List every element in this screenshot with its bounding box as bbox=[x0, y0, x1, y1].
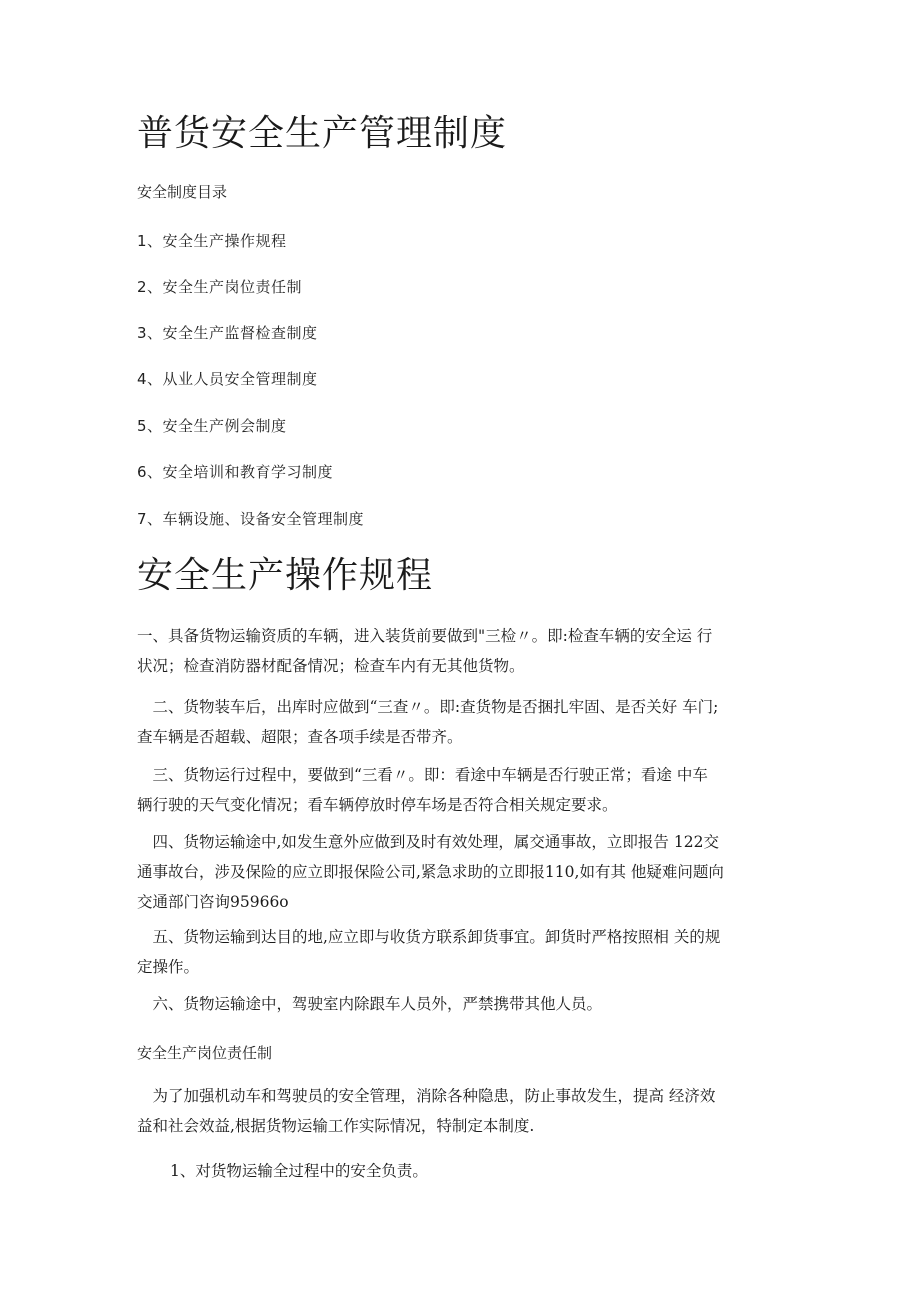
paragraph-5 bbox=[137, 922, 787, 982]
paragraph-4 bbox=[137, 827, 787, 917]
toc-item: 6、安全培训和教育学习制度 bbox=[137, 463, 334, 481]
paragraph-line: 六、货物运输途中，驾驶室内除跟车人员外，严禁携带其他人员。 bbox=[137, 995, 603, 1013]
paragraph-3 bbox=[137, 760, 787, 820]
paragraph-line: 定操作。 bbox=[137, 958, 200, 976]
toc-item: 1、安全生产操作规程 bbox=[137, 232, 287, 250]
toc-heading: 安全制度目录 bbox=[137, 183, 228, 201]
document-title: 普货安全生产管理制度 bbox=[137, 113, 508, 154]
paragraph-6 bbox=[137, 989, 787, 1019]
paragraph-line: 三、货物运行过程中，要做到“三看〃。即：看途中车辆是否行驶正常；看途 中车 bbox=[137, 766, 708, 784]
responsibility-item-1: 1、对货物运输全过程中的安全负责。 bbox=[170, 1162, 428, 1180]
paragraph-line: 为了加强机动车和驾驶员的安全管理，消除各种隐患，防止事故发生，提高 经济效 bbox=[137, 1087, 716, 1105]
section-heading-responsibility: 安全生产岗位责任制 bbox=[137, 1044, 273, 1062]
toc-item: 5、安全生产例会制度 bbox=[137, 417, 287, 435]
section-title-operating-rules: 安全生产操作规程 bbox=[137, 555, 434, 596]
toc-item: 4、从业人员安全管理制度 bbox=[137, 370, 318, 388]
paragraph-line: 四、货物运输途中,如发生意外应做到及时有效处理，属交通事故，立即报告 122交 bbox=[137, 833, 719, 851]
paragraph-line: 一、具备货物运输资质的车辆，进入装货前要做到"三检〃。即:检查车辆的安全运 行 bbox=[137, 627, 713, 645]
paragraph-line: 益和社会效益,根据货物运输工作实际情况，特制定本制度. bbox=[137, 1117, 535, 1135]
paragraph-line: 辆行驶的天气变化情况；看车辆停放时停车场是否符合相关规定要求。 bbox=[137, 796, 618, 814]
toc-item: 7、车辆设施、设备安全管理制度 bbox=[137, 510, 365, 528]
paragraph-line: 查车辆是否超载、超限；查各项手续是否带齐。 bbox=[137, 728, 463, 746]
toc-item: 3、安全生产监督检查制度 bbox=[137, 324, 318, 342]
paragraph-line: 二、货物装车后，出库时应做到“三查〃。即:查货物是否捆扎牢固、是否关好 车门; bbox=[137, 698, 719, 716]
paragraph-2 bbox=[137, 692, 787, 752]
intro-paragraph bbox=[137, 1081, 787, 1141]
paragraph-line: 交通部门咨询95966o bbox=[137, 893, 289, 911]
paragraph-line: 五、货物运输到达目的地,应立即与收货方联系卸货事宜。卸货时严格按照相 关的规 bbox=[137, 928, 721, 946]
paragraph-line: 状况；检查消防器材配备情况；检查车内有无其他货物。 bbox=[137, 657, 525, 675]
toc-item: 2、安全生产岗位责任制 bbox=[137, 278, 303, 296]
paragraph-1 bbox=[137, 621, 787, 681]
paragraph-line: 通事故台，涉及保险的应立即报保险公司,紧急求助的立即报110,如有其 他疑难问题向 bbox=[137, 863, 724, 881]
